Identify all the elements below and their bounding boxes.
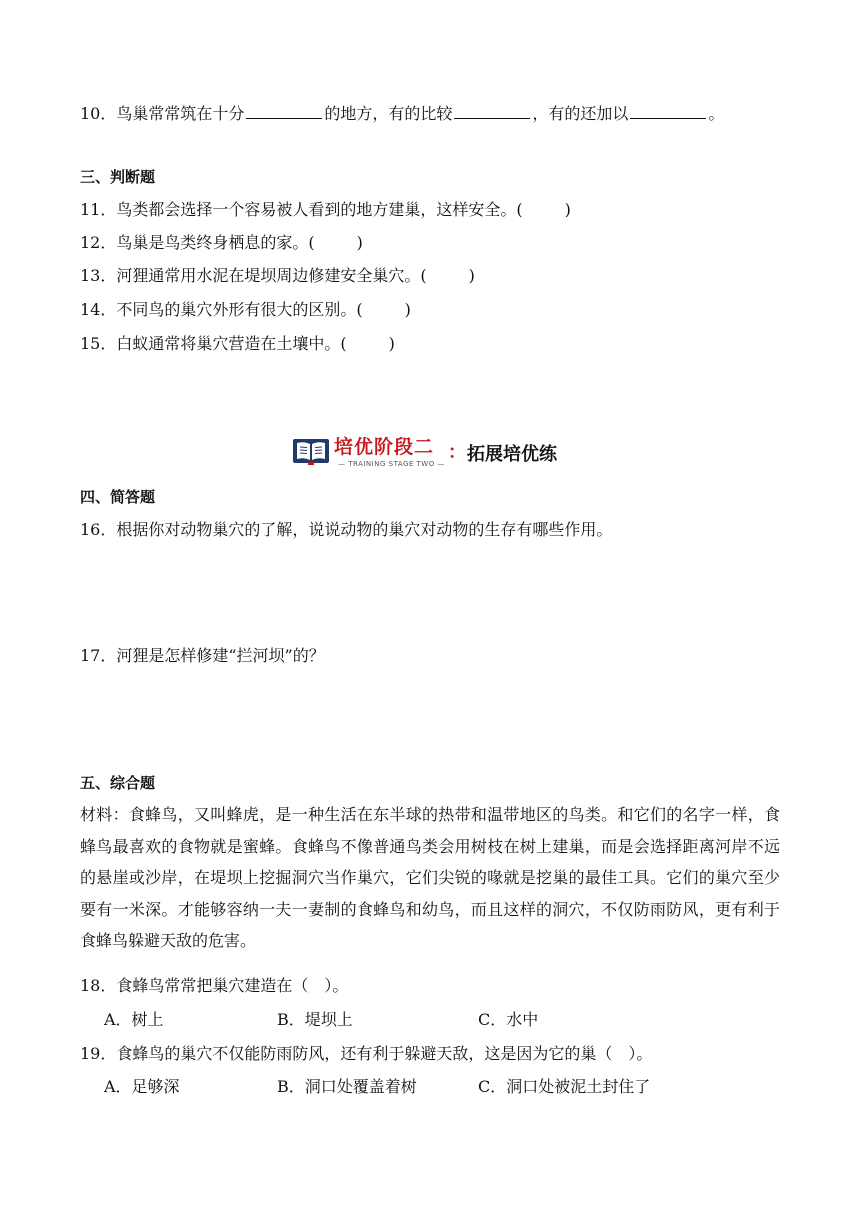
q19-option-c[interactable]: C．洞口处被泥土封住了 (478, 1077, 651, 1096)
judgment-close: ) (356, 233, 363, 252)
book-icon (292, 436, 330, 466)
judgment-item (80, 300, 411, 320)
q18-option-b[interactable]: B．堤坝上 (277, 1010, 353, 1029)
q18-option-a[interactable]: A．树上 (104, 1010, 164, 1029)
question-17: 17．河狸是怎样修建“拦河坝”的？ (80, 646, 325, 665)
q19-option-a[interactable]: A．足够深 (104, 1077, 180, 1096)
question-10-part2: 的地方，有的比较 (324, 104, 453, 123)
q18-option-c[interactable]: C．水中 (478, 1010, 539, 1029)
judgment-item (80, 266, 475, 286)
stage-colon: ： (448, 442, 466, 463)
fill-blank-3[interactable] (630, 104, 706, 119)
stage-title: 拓展培优练 (467, 444, 557, 465)
judgment-text: 15．白蚁通常将巢穴营造在土壤中。( (80, 334, 347, 353)
fill-blank-1[interactable] (246, 104, 322, 119)
judgment-text: 11．鸟类都会选择一个容易被人看到的地方建巢，这样安全。( (80, 200, 523, 219)
question-10-number: 10． (80, 104, 117, 123)
section-title-comprehensive: 五、综合题 (80, 774, 156, 792)
stage-label: 培优阶段二 (334, 436, 435, 458)
judgment-close: ) (564, 200, 571, 219)
judgment-item (80, 233, 363, 253)
judgment-close: ) (468, 266, 475, 285)
judgment-text: 13．河狸通常用水泥在堤坝周边修建安全巢穴。( (80, 266, 427, 285)
section-title-judgment: 三、判断题 (80, 168, 156, 186)
question-10-part3: ，有的还加以 (532, 104, 629, 123)
judgment-item (80, 200, 571, 220)
material-paragraph: 材料：食蜂鸟，又叫蜂虎，是一种生活在东半球的热带和温带地区的鸟类。和它们的名字一样，食蜂鸟最喜欢的食物就是蜜蜂。食蜂鸟不像普通鸟类会用树枝在树上建巢，而是会选择距离河岸不远的悬崖或沙岸，在堤坝上挖掘洞穴当作巢穴，它们尖锐的喙就是挖巢的最佳工具。它们的巢穴至少要有一米深。才能够容纳一夫一妻制的食蜂鸟和幼鸟，而且这样的洞穴，不仅防雨防风，更有利于食蜂鸟躲避天敌的危害。 (80, 805, 780, 950)
stage-subtitle: — TRAINING STAGE TWO — (338, 460, 445, 468)
q19-option-b[interactable]: B．洞口处覆盖着树 (277, 1077, 417, 1096)
question-19-stem: 19．食蜂鸟的巢穴不仅能防雨防风，还有利于躲避天敌，这是因为它的巢（ ）。 (80, 1044, 653, 1063)
question-10-part4: 。 (708, 104, 725, 123)
judgment-text: 12．鸟巢是鸟类终身栖息的家。( (80, 233, 315, 252)
question-18-stem: 18．食蜂鸟常常把巢穴建造在（ ）。 (80, 976, 349, 995)
judgment-item (80, 334, 395, 354)
question-10-part1: 鸟巢常常筑在十分 (116, 104, 245, 123)
question-16: 16．根据你对动物巢穴的了解，说说动物的巢穴对动物的生存有哪些作用。 (80, 520, 613, 539)
judgment-text: 14．不同鸟的巢穴外形有很大的区别。( (80, 300, 363, 319)
stage-banner (292, 434, 582, 470)
question-10 (80, 104, 724, 124)
judgment-close: ) (404, 300, 411, 319)
fill-blank-2[interactable] (454, 104, 530, 119)
section-title-short-answer: 四、简答题 (80, 488, 156, 506)
judgment-close: ) (388, 334, 395, 353)
